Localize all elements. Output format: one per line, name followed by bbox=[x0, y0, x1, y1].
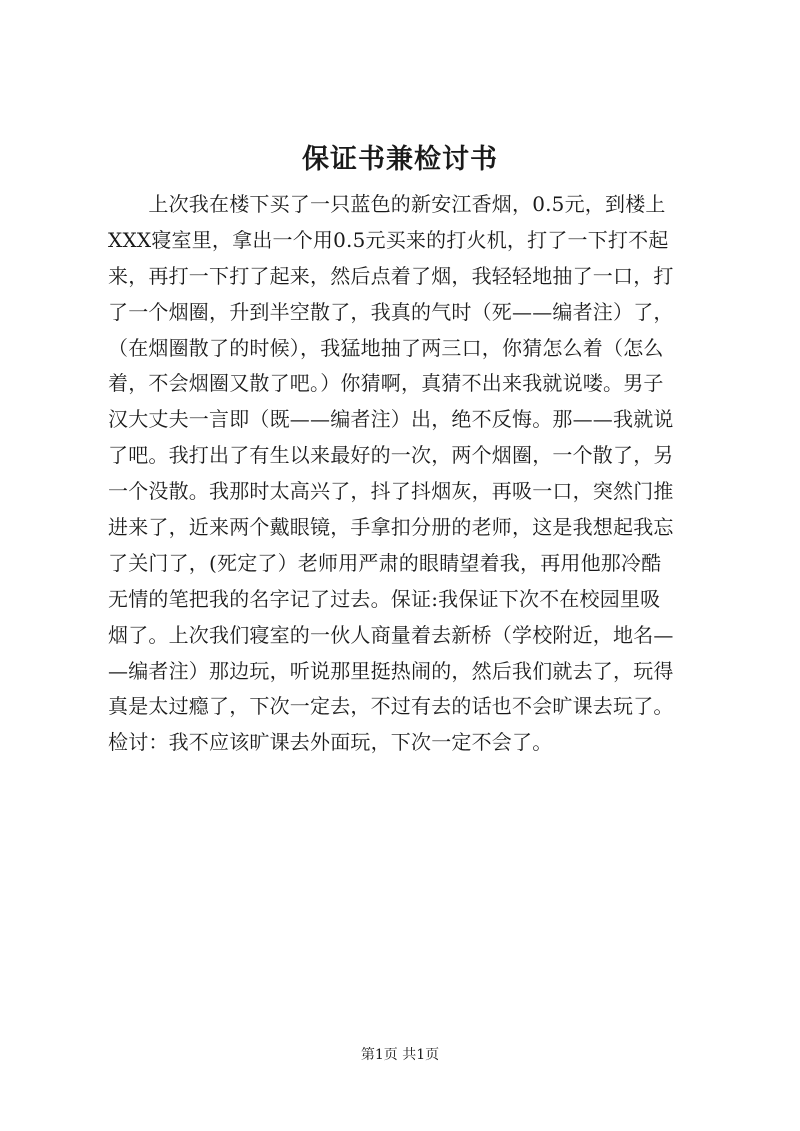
body-line: 无情的笔把我的名字记了过去。保证:我保证下次不在校园里吸 bbox=[108, 586, 661, 611]
body-line: （在烟圈散了的时候），我猛地抽了两三口，你猜怎么着（怎么 bbox=[108, 335, 664, 360]
body-line: 了一个烟圈，升到半空散了，我真的气时（死——编者注）了， bbox=[108, 299, 674, 324]
body-line: XXX寝室里，拿出一个用0.5元买来的打火机，打了一下打不起 bbox=[108, 227, 669, 252]
body-line: 汉大丈夫一言即（既——编者注）出，绝不反悔。那——我就说 bbox=[108, 407, 674, 432]
body-line: 检讨：我不应该旷课去外面玩，下次一定不会了。 bbox=[108, 730, 553, 755]
body-line: 烟了。上次我们寝室的一伙人商量着去新桥（学校附近，地名— bbox=[108, 622, 674, 647]
body-line: 来，再打一下打了起来，然后点着了烟，我轻轻地抽了一口，打 bbox=[108, 263, 674, 288]
document-title: 保证书兼检讨书 bbox=[302, 144, 498, 175]
body-line: 了吧。我打出了有生以来最好的一次，两个烟圈，一个散了，另 bbox=[108, 443, 674, 468]
body-line: —编者注）那边玩，听说那里挺热闹的，然后我们就去了，玩得 bbox=[108, 658, 674, 683]
body-line: 了关门了，(死定了）老师用严肃的眼睛望着我，再用他那冷酷 bbox=[108, 550, 662, 575]
body-line: 上次我在楼下买了一只蓝色的新安江香烟，0.5元，到楼上 bbox=[108, 192, 666, 216]
body-line: 着，不会烟圈又散了吧。）你猜啊，真猜不出来我就说喽。男子 bbox=[108, 371, 664, 396]
document-body bbox=[108, 187, 728, 761]
body-line: 进来了，近来两个戴眼镜，手拿扣分册的老师，这是我想起我忘 bbox=[108, 515, 674, 540]
body-line: 一个没散。我那时太高兴了，抖了抖烟灰，再吸一口，突然门推 bbox=[108, 479, 674, 504]
page-footer: 第1页 共1页 bbox=[360, 1047, 440, 1063]
body-line: 真是太过瘾了，下次一定去，不过有去的话也不会旷课去玩了。 bbox=[108, 694, 674, 719]
